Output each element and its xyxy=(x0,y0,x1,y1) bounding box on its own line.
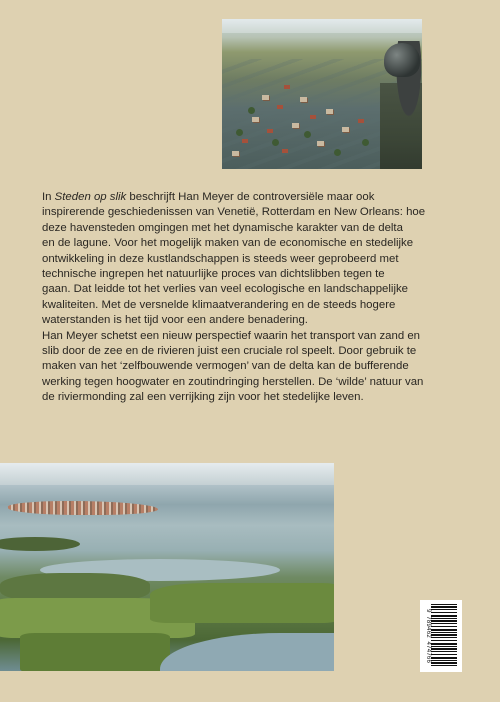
tree xyxy=(248,107,255,114)
house xyxy=(317,141,324,146)
blurb-paragraph-2: Han Meyer schetst een nieuw perspectief waarin het transport van zand en slib door de zee en de rivieren juist een cruciale rol speelt. Door gebruik te maken van het ‘zelfbouwende vermogen’ van de delta kan de bufferende werking tegen hoogwater en zoutindringing herstellen. De ‘wilde’ natuur van de riviermonding zal een verrijking zijn voor het stedelijke leven. xyxy=(42,329,424,404)
tree xyxy=(236,129,243,136)
tree xyxy=(272,139,279,146)
blurb-text xyxy=(42,190,462,406)
barcode-bars xyxy=(431,604,457,668)
house-roof xyxy=(282,149,288,153)
blurb-paragraph-1 xyxy=(42,190,462,329)
farmland xyxy=(20,633,170,671)
house xyxy=(262,95,269,100)
sky xyxy=(222,19,422,33)
farmland xyxy=(150,583,334,623)
flooded-city-photo xyxy=(222,19,422,169)
house-roof xyxy=(284,85,290,89)
tree xyxy=(334,149,341,156)
house-roof xyxy=(242,139,248,143)
house xyxy=(232,151,239,156)
distant-city xyxy=(8,501,158,515)
tree xyxy=(362,139,369,146)
book-title: Steden op slik xyxy=(54,191,127,203)
house-roof xyxy=(277,105,283,109)
house xyxy=(292,123,299,128)
sea xyxy=(160,633,334,671)
tree xyxy=(304,131,311,138)
house-roof xyxy=(358,119,364,123)
house xyxy=(326,109,333,114)
house xyxy=(342,127,349,132)
blurb-intro: In xyxy=(42,191,55,203)
lagoon-aerial-photo xyxy=(0,463,334,671)
house xyxy=(300,97,307,102)
isbn-barcode xyxy=(420,600,462,672)
house xyxy=(252,117,259,122)
island xyxy=(0,537,80,551)
house-roof xyxy=(267,129,273,133)
blurb-paragraph-1-rest: beschrijft Han Meyer de controversiële maar ook inspirerende geschiedenissen van Venetië, Rotterdam en New Orleans: hoe deze havensteden omgingen met het dynamische karakter van de delta en de lagune. Voor het mogelijk maken van de economische en stedelijke ontwikkeling in deze kustlandschappen is steeds weer geprobeerd met technische ingrepen het natuurlijke proces van dichtslibben tegen te gaan. Dat leidde tot het verlies van veel ecologische en landschappelijke kwaliteiten. Met de versnelde klimaatverandering en de steeds hogere waterstanden is het tijd voor een andere benadering. xyxy=(42,191,426,327)
helmet xyxy=(384,43,420,77)
horizon-haze xyxy=(0,463,334,485)
house-roof xyxy=(310,115,316,119)
barcode-digits: 9 789462 474766 xyxy=(425,608,432,663)
